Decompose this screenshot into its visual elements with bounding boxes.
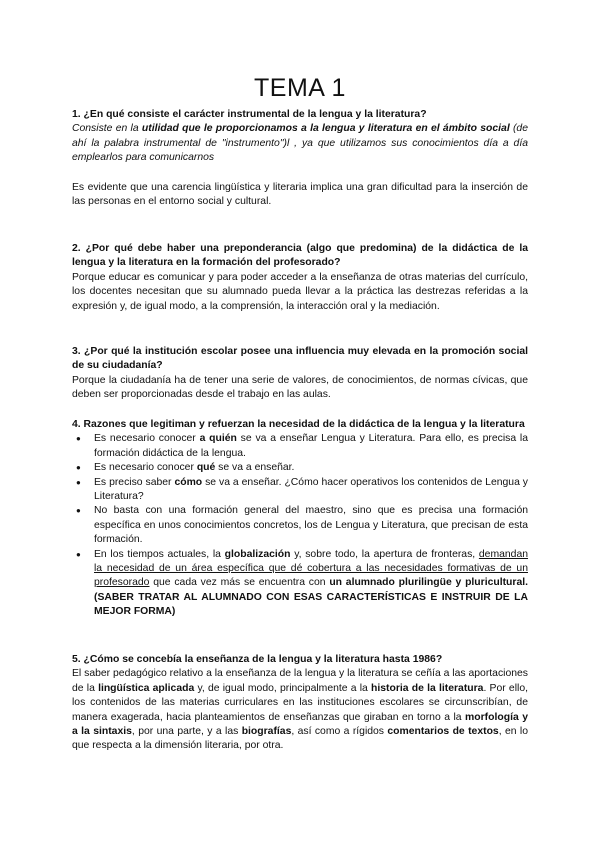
- answer-1: Consiste en la utilidad que le proporcionamos a la lengua y literatura en el ámbito social (de ahí la palabra instrumental de "instrumento")l , ya que utilizamos sus conocimientos día a día emplearlos para comunicarnos: [72, 123, 528, 164]
- page-title: TEMA 1: [254, 74, 346, 102]
- question-1: 1. ¿En qué consiste el carácter instrumental de la lengua y la literatura?: [72, 109, 427, 120]
- list-item: ● En los tiempos actuales, la globalización y, sobre todo, la apertura de fronteras, demandan la necesidad de un área específica que dé cobertura a las necesidades formativas de un profesorado que cada vez más se encuentra con un alumnado plurilingüe y pluricultural. (SABER TRATAR AL ALUMNADO CON ESAS CARACTERÍSTICAS E INSTRUIR DE LA MEJOR FORMA): [72, 548, 528, 620]
- question-4: 4. Razones que legitiman y refuerzan la necesidad de la didáctica de la lengua y la literatura: [72, 419, 525, 430]
- answer-5: El saber pedagógico relativo a la enseñanza de la lengua y la literatura se ceñía a las aportaciones de la lingüística aplicada y, de igual modo, principalmente a la historia de la literatura. Por ello, los contenidos de las materias curriculares en las instituciones escolares se circunscribían, de manera exagerada, hacia planteamientos de enseñanzas que giraban en torno a la morfología y a la sintaxis, por una parte, y a las biografías, así como a rígidos comentarios de textos, en lo que respecta a la dimensión literaria, por otra.: [72, 668, 529, 752]
- list-item: ● Es preciso saber cómo se va a enseñar. ¿Cómo hacer operativos los contenidos de Lengua y Literatura?: [72, 476, 528, 505]
- answer-2: Porque educar es comunicar y para poder acceder a la enseñanza de otras materias del currículo, los docentes necesitan que su alumnado pueda llevar a la práctica las destrezas referidas a la expresión y, de igual modo, a la comprensión, la interacción oral y la mediación.: [72, 271, 528, 312]
- section-1: [72, 108, 528, 209]
- answer-3: Porque la ciudadanía ha de tener una serie de valores, de conocimientos, de normas cívicas, que deben ser proporcionadas desde el trabajo en las aulas.: [72, 374, 528, 401]
- list-item: ● Es necesario conocer qué se va a enseñar.: [72, 461, 528, 475]
- section-5: [72, 653, 528, 754]
- section-4: [72, 418, 528, 620]
- question-5: 5. ¿Cómo se concebía la enseñanza de la lengua y la literatura hasta 1986?: [72, 654, 443, 665]
- list-item: ● Es necesario conocer a quién se va a enseñar Lengua y Literatura. Para ello, es precisa la formación didáctica de la lengua.: [72, 432, 528, 461]
- list-item: ● No basta con una formación general del maestro, sino que es precisa una formación específica en unos conocimientos concretos, los de Lengua y Literatura, que precisan de esta formación.: [72, 504, 528, 547]
- section-2: [72, 242, 528, 314]
- question-3: 3. ¿Por qué la institución escolar posee una influencia muy elevada en la promoción social de su ciudadanía?: [72, 346, 528, 372]
- reasons-list: [72, 432, 528, 619]
- question-2: 2. ¿Por qué debe haber una preponderancia (algo que predomina) de la didáctica de la lengua y la literatura en la formación del profesorado?: [72, 243, 528, 269]
- section-3: [72, 345, 528, 403]
- answer-1-paragraph-2: Es evidente que una carencia lingüística y literaria implica una gran dificultad para la inserción de las personas en el entorno social y cultural.: [72, 181, 528, 208]
